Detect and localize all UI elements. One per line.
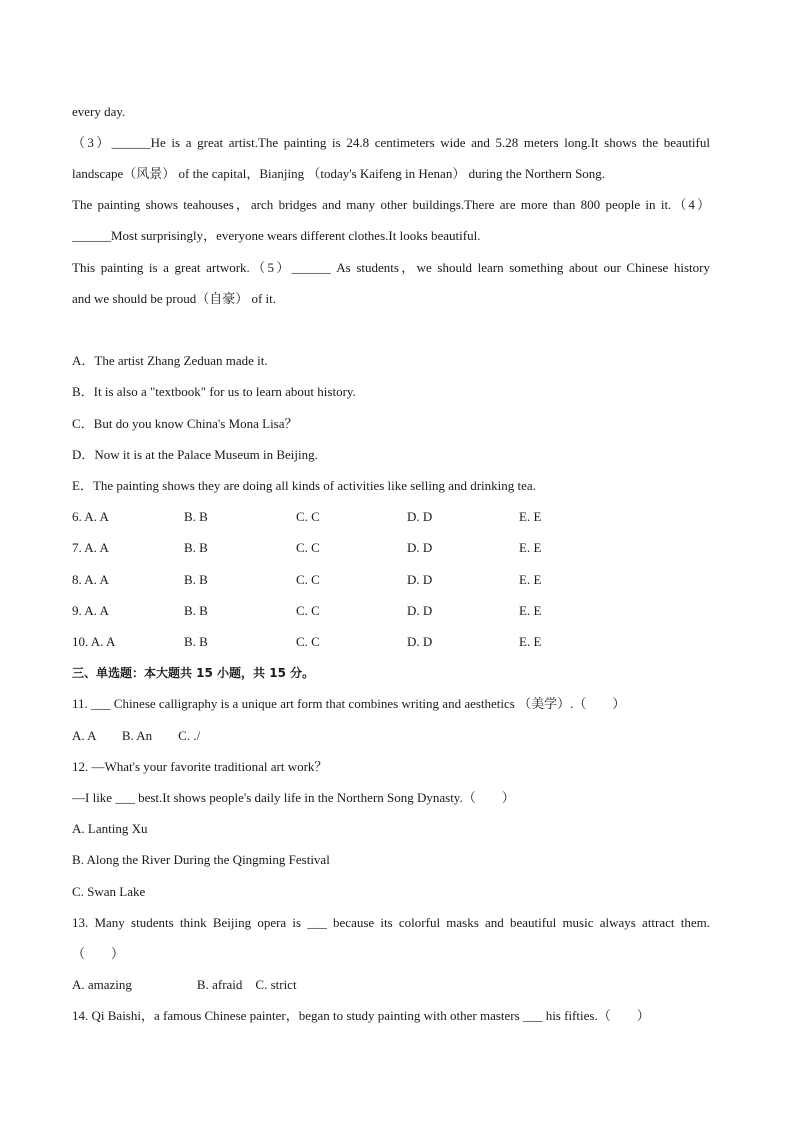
- question-6-option-b[interactable]: B. B: [184, 509, 208, 524]
- question-13-stem: 13. Many students think Beijing opera is ___ because its colorful masks and beautiful music always attract them.: [72, 915, 710, 930]
- question-6-option-d[interactable]: D. D: [407, 509, 433, 524]
- section-3-heading: 三、单选题：本大题共 15 小题，共 15 分。: [72, 666, 315, 680]
- question-7-option-c[interactable]: C. C: [296, 540, 320, 555]
- choice-c: C．But do you know China's Mona Lisa？: [72, 416, 298, 431]
- question-6-option-a[interactable]: 6. A. A: [72, 509, 109, 524]
- passage-line-5: ______Most surprisingly，everyone wears different clothes.It looks beautiful.: [72, 228, 481, 243]
- question-13-options[interactable]: A. amazing B. afraid C. strict: [72, 977, 297, 992]
- question-10-row: [72, 634, 672, 650]
- question-10-option-b[interactable]: B. B: [184, 634, 208, 649]
- choice-b: B．It is also a "textbook" for us to learn about history.: [72, 384, 356, 399]
- choice-a: A．The artist Zhang Zeduan made it.: [72, 353, 268, 368]
- passage-line-6: This painting is a great artwork.（5）______ As students，we should learn something about our Chinese history: [72, 260, 710, 275]
- question-12-option-a[interactable]: A. Lanting Xu: [72, 821, 148, 836]
- question-10-option-c[interactable]: C. C: [296, 634, 320, 649]
- question-8-option-e[interactable]: E. E: [519, 572, 542, 587]
- question-6-option-e[interactable]: E. E: [519, 509, 542, 524]
- question-12-option-b[interactable]: B. Along the River During the Qingming Festival: [72, 852, 330, 867]
- question-11-stem: 11. ___ Chinese calligraphy is a unique art form that combines writing and aesthetics （美学）.（ ）: [72, 696, 626, 711]
- question-7-option-a[interactable]: 7. A. A: [72, 540, 109, 555]
- choice-e: E．The painting shows they are doing all kinds of activities like selling and drinking tea.: [72, 478, 536, 493]
- choice-d: D．Now it is at the Palace Museum in Beijing.: [72, 447, 318, 462]
- question-12-stem-1: 12. —What's your favorite traditional art work？: [72, 759, 328, 774]
- question-8-option-a[interactable]: 8. A. A: [72, 572, 109, 587]
- question-13-answer-paren: （ ）: [72, 946, 125, 961]
- question-9-option-b[interactable]: B. B: [184, 603, 208, 618]
- passage-line-2: （3）______He is a great artist.The painting is 24.8 centimeters wide and 5.28 meters long.It shows the beautiful: [72, 135, 710, 150]
- question-10-option-a[interactable]: 10. A. A: [72, 634, 116, 649]
- question-6-row: [72, 509, 672, 525]
- question-12-stem-2: —I like ___ best.It shows people's daily life in the Northern Song Dynasty.（ ）: [72, 790, 515, 805]
- question-8-option-c[interactable]: C. C: [296, 572, 320, 587]
- question-9-row: [72, 603, 672, 619]
- question-12-option-c[interactable]: C. Swan Lake: [72, 884, 146, 899]
- question-9-option-c[interactable]: C. C: [296, 603, 320, 618]
- passage-line-7: and we should be proud（自豪） of it.: [72, 291, 277, 306]
- question-6-option-c[interactable]: C. C: [296, 509, 320, 524]
- passage-line-1: every day.: [72, 104, 126, 119]
- question-8-option-d[interactable]: D. D: [407, 572, 433, 587]
- passage-line-3: landscape（风景） of the capital，Bianjing （today's Kaifeng in Henan） during the Northern Song.: [72, 166, 606, 181]
- question-9-option-d[interactable]: D. D: [407, 603, 433, 618]
- question-7-option-b[interactable]: B. B: [184, 540, 208, 555]
- question-7-option-d[interactable]: D. D: [407, 540, 433, 555]
- question-10-option-e[interactable]: E. E: [519, 634, 542, 649]
- passage-line-4: The painting shows teahouses，arch bridges and many other buildings.There are more than 800 people in it.（4）: [72, 197, 710, 212]
- question-7-option-e[interactable]: E. E: [519, 540, 542, 555]
- question-11-options[interactable]: A. A B. An C. ./: [72, 728, 201, 743]
- question-9-option-e[interactable]: E. E: [519, 603, 542, 618]
- question-8-row: [72, 572, 672, 588]
- question-8-option-b[interactable]: B. B: [184, 572, 208, 587]
- question-10-option-d[interactable]: D. D: [407, 634, 433, 649]
- question-14-stem: 14. Qi Baishi，a famous Chinese painter，began to study painting with other masters ___ his fifties.（ ）: [72, 1008, 650, 1023]
- question-9-option-a[interactable]: 9. A. A: [72, 603, 109, 618]
- question-7-row: [72, 540, 672, 556]
